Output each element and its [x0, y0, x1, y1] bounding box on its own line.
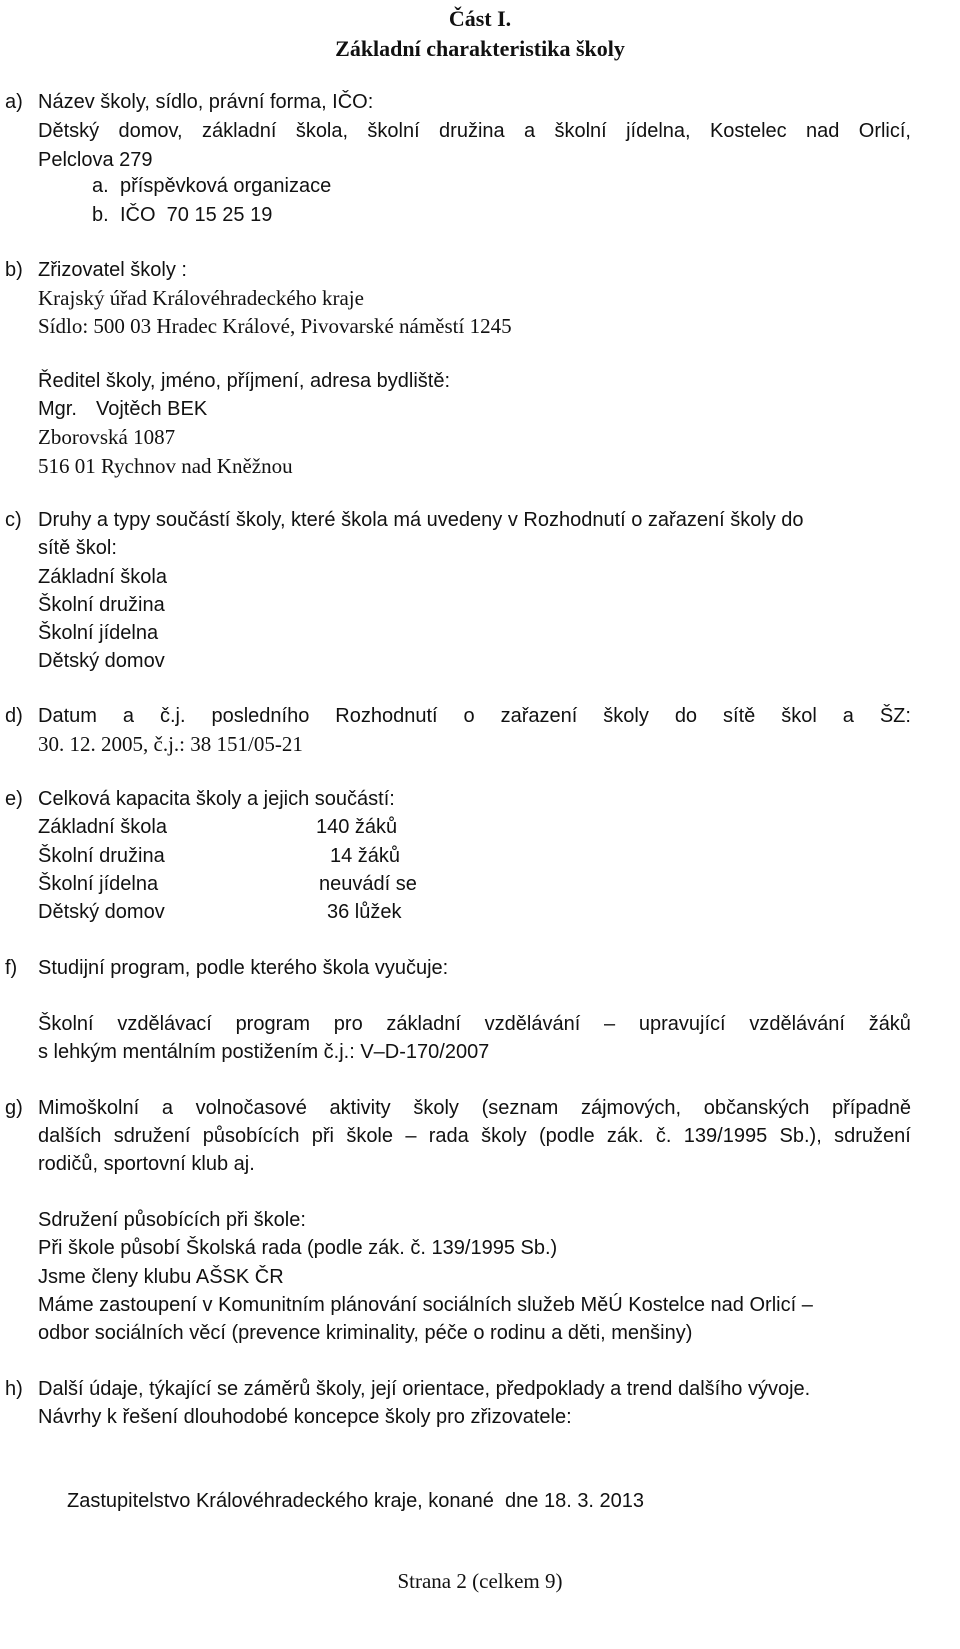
director-city: 516 01 Rychnov nad Kněžnou	[38, 454, 293, 478]
section-c-line1: Druhy a typy součástí školy, které škola má uvedeny v Rozhodnutí o zařazení školy do	[38, 509, 804, 531]
word: Rozhodnutí	[335, 705, 438, 727]
section-c-line2: sítě škol:	[38, 537, 117, 559]
word: a	[842, 705, 854, 727]
word: Datum	[38, 705, 97, 727]
section-f-marker: f)	[5, 957, 18, 979]
word: jídelna,	[626, 120, 691, 142]
capacity-row-value: 140 žáků	[316, 816, 398, 838]
capacity-row-value: 36 lůžek	[327, 901, 402, 923]
founder-name: Krajský úřad Královéhradeckého kraje	[38, 286, 364, 310]
component-item: Základní škola	[38, 566, 167, 588]
component-item: Školní jídelna	[38, 622, 159, 644]
activities-line2	[38, 1126, 911, 1146]
word: –	[405, 1125, 417, 1147]
component-item: Školní družina	[38, 594, 165, 616]
word: a	[161, 1097, 173, 1119]
capacity-row-name: Základní škola	[38, 816, 167, 838]
word: aktivity	[329, 1097, 391, 1119]
page-number: Strana 2 (celkem 9)	[397, 1569, 563, 1593]
word: ŠZ:	[879, 705, 911, 727]
activities-line3: rodičů, sportovní klub aj.	[38, 1153, 255, 1175]
word: pro	[333, 1013, 363, 1035]
word: volnočasové	[195, 1097, 307, 1119]
word: č.j.	[159, 705, 186, 727]
council-note: Zastupitelstvo Královéhradeckého kraje, konané dne 18. 3. 2013	[67, 1490, 645, 1512]
word: upravující	[638, 1013, 726, 1035]
ico-number: IČO 70 15 25 19	[120, 204, 273, 226]
section-h-marker: h)	[5, 1378, 23, 1400]
word: (seznam	[481, 1097, 559, 1119]
legal-form-marker: a.	[92, 175, 109, 197]
word: školní	[554, 120, 607, 142]
word: domov,	[118, 120, 183, 142]
word: –	[604, 1013, 616, 1035]
further-data-line1: Další údaje, týkající se záměrů školy, její orientace, předpoklady a trend dalšího vývoje.	[38, 1378, 811, 1400]
activities-line1	[38, 1098, 911, 1118]
section-a-marker: a)	[5, 91, 23, 113]
word: nad	[806, 120, 840, 142]
word: o	[463, 705, 475, 727]
word: žáků	[868, 1013, 911, 1035]
director-label: Ředitel školy, jméno, příjmení, adresa bydliště:	[38, 370, 451, 392]
word: občanských	[703, 1097, 810, 1119]
word: sdružení	[834, 1125, 911, 1147]
capacity-label: Celková kapacita školy a jejich součástí:	[38, 788, 395, 810]
word: při	[311, 1125, 334, 1147]
word: Dětský	[38, 120, 100, 142]
capacity-row-name: Školní jídelna	[38, 873, 159, 895]
word: program	[235, 1013, 311, 1035]
page-title: Základní charakteristika školy	[335, 36, 625, 61]
association-item: Jsme členy klubu AŠSK ČR	[38, 1266, 284, 1288]
word: Kostelec	[709, 120, 787, 142]
section-e-marker: e)	[5, 788, 23, 810]
word: Mimoškolní	[38, 1097, 140, 1119]
decision-date-line2: 30. 12. 2005, č.j.: 38 151/05-21	[38, 732, 303, 756]
word: zájmových,	[580, 1097, 682, 1119]
capacity-row-name: Školní družina	[38, 845, 165, 867]
word: zařazení	[500, 705, 578, 727]
school-address: Pelclova 279	[38, 149, 153, 171]
section-a-label: Název školy, sídlo, právní forma, IČO:	[38, 91, 374, 113]
school-name-line1	[38, 121, 911, 141]
decision-date-line1	[38, 706, 911, 726]
word: rada	[428, 1125, 469, 1147]
word: základní	[201, 120, 277, 142]
word: vzdělávání	[484, 1013, 581, 1035]
further-data-line2: Návrhy k řešení dlouhodobé koncepce školy pro zřizovatele:	[38, 1406, 572, 1428]
word: škole	[346, 1125, 394, 1147]
word: a	[524, 120, 536, 142]
study-program-line1	[38, 1014, 911, 1034]
component-item: Dětský domov	[38, 650, 165, 672]
director-title: Mgr.	[38, 398, 77, 420]
associations-label: Sdružení působících při škole:	[38, 1209, 306, 1231]
study-program-label: Studijní program, podle kterého škola vyučuje:	[38, 957, 449, 979]
association-item: Při škole působí Školská rada (podle zák. č. 139/1995 Sb.)	[38, 1237, 558, 1259]
word: vzdělávání	[749, 1013, 845, 1035]
capacity-row-value: neuvádí se	[319, 873, 417, 895]
word: Orlicí,	[858, 120, 911, 142]
word: škol	[781, 705, 817, 727]
word: školy	[481, 1125, 527, 1147]
founder-label: Zřizovatel školy :	[38, 259, 187, 281]
word: do	[674, 705, 698, 727]
director-street: Zborovská 1087	[38, 425, 176, 449]
capacity-row-value: 14 žáků	[330, 845, 401, 867]
word: vzdělávací	[117, 1013, 212, 1035]
word: škola,	[295, 120, 349, 142]
association-item: Máme zastoupení v Komunitním plánování sociálních služeb MěÚ Kostelce nad Orlicí –	[38, 1294, 813, 1316]
director-name: Vojtěch BEK	[96, 398, 208, 420]
word: družina	[439, 120, 505, 142]
section-c-marker: c)	[5, 509, 22, 531]
word: dalších	[38, 1125, 102, 1147]
word: působících	[202, 1125, 300, 1147]
word: sdružení	[113, 1125, 191, 1147]
founder-address: Sídlo: 500 03 Hradec Králové, Pivovarské náměstí 1245	[38, 314, 512, 338]
word: 139/1995	[683, 1125, 768, 1147]
legal-form: příspěvková organizace	[120, 175, 332, 197]
ico-marker: b.	[92, 204, 109, 226]
word: sítě	[723, 705, 756, 727]
word: a	[122, 705, 134, 727]
word: základní	[386, 1013, 461, 1035]
word: zák.	[606, 1125, 644, 1147]
section-b-marker: b)	[5, 259, 23, 281]
word: posledního	[211, 705, 310, 727]
word: Sb.),	[779, 1125, 822, 1147]
word: č.	[655, 1125, 672, 1147]
word: školní	[367, 120, 420, 142]
word: školy	[413, 1097, 459, 1119]
word: Školní	[38, 1013, 94, 1035]
capacity-row-name: Dětský domov	[38, 901, 165, 923]
association-item: odbor sociálních věcí (prevence kriminality, péče o rodinu a děti, menšiny)	[38, 1322, 693, 1344]
section-g-marker: g)	[5, 1097, 23, 1119]
section-d-marker: d)	[5, 705, 23, 727]
word: případně	[832, 1097, 911, 1119]
word: (podle	[539, 1125, 595, 1147]
study-program-line2: s lehkým mentálním postižením č.j.: V–D-170/2007	[38, 1041, 490, 1063]
word: školy	[603, 705, 649, 727]
part-heading: Část I.	[448, 6, 512, 31]
